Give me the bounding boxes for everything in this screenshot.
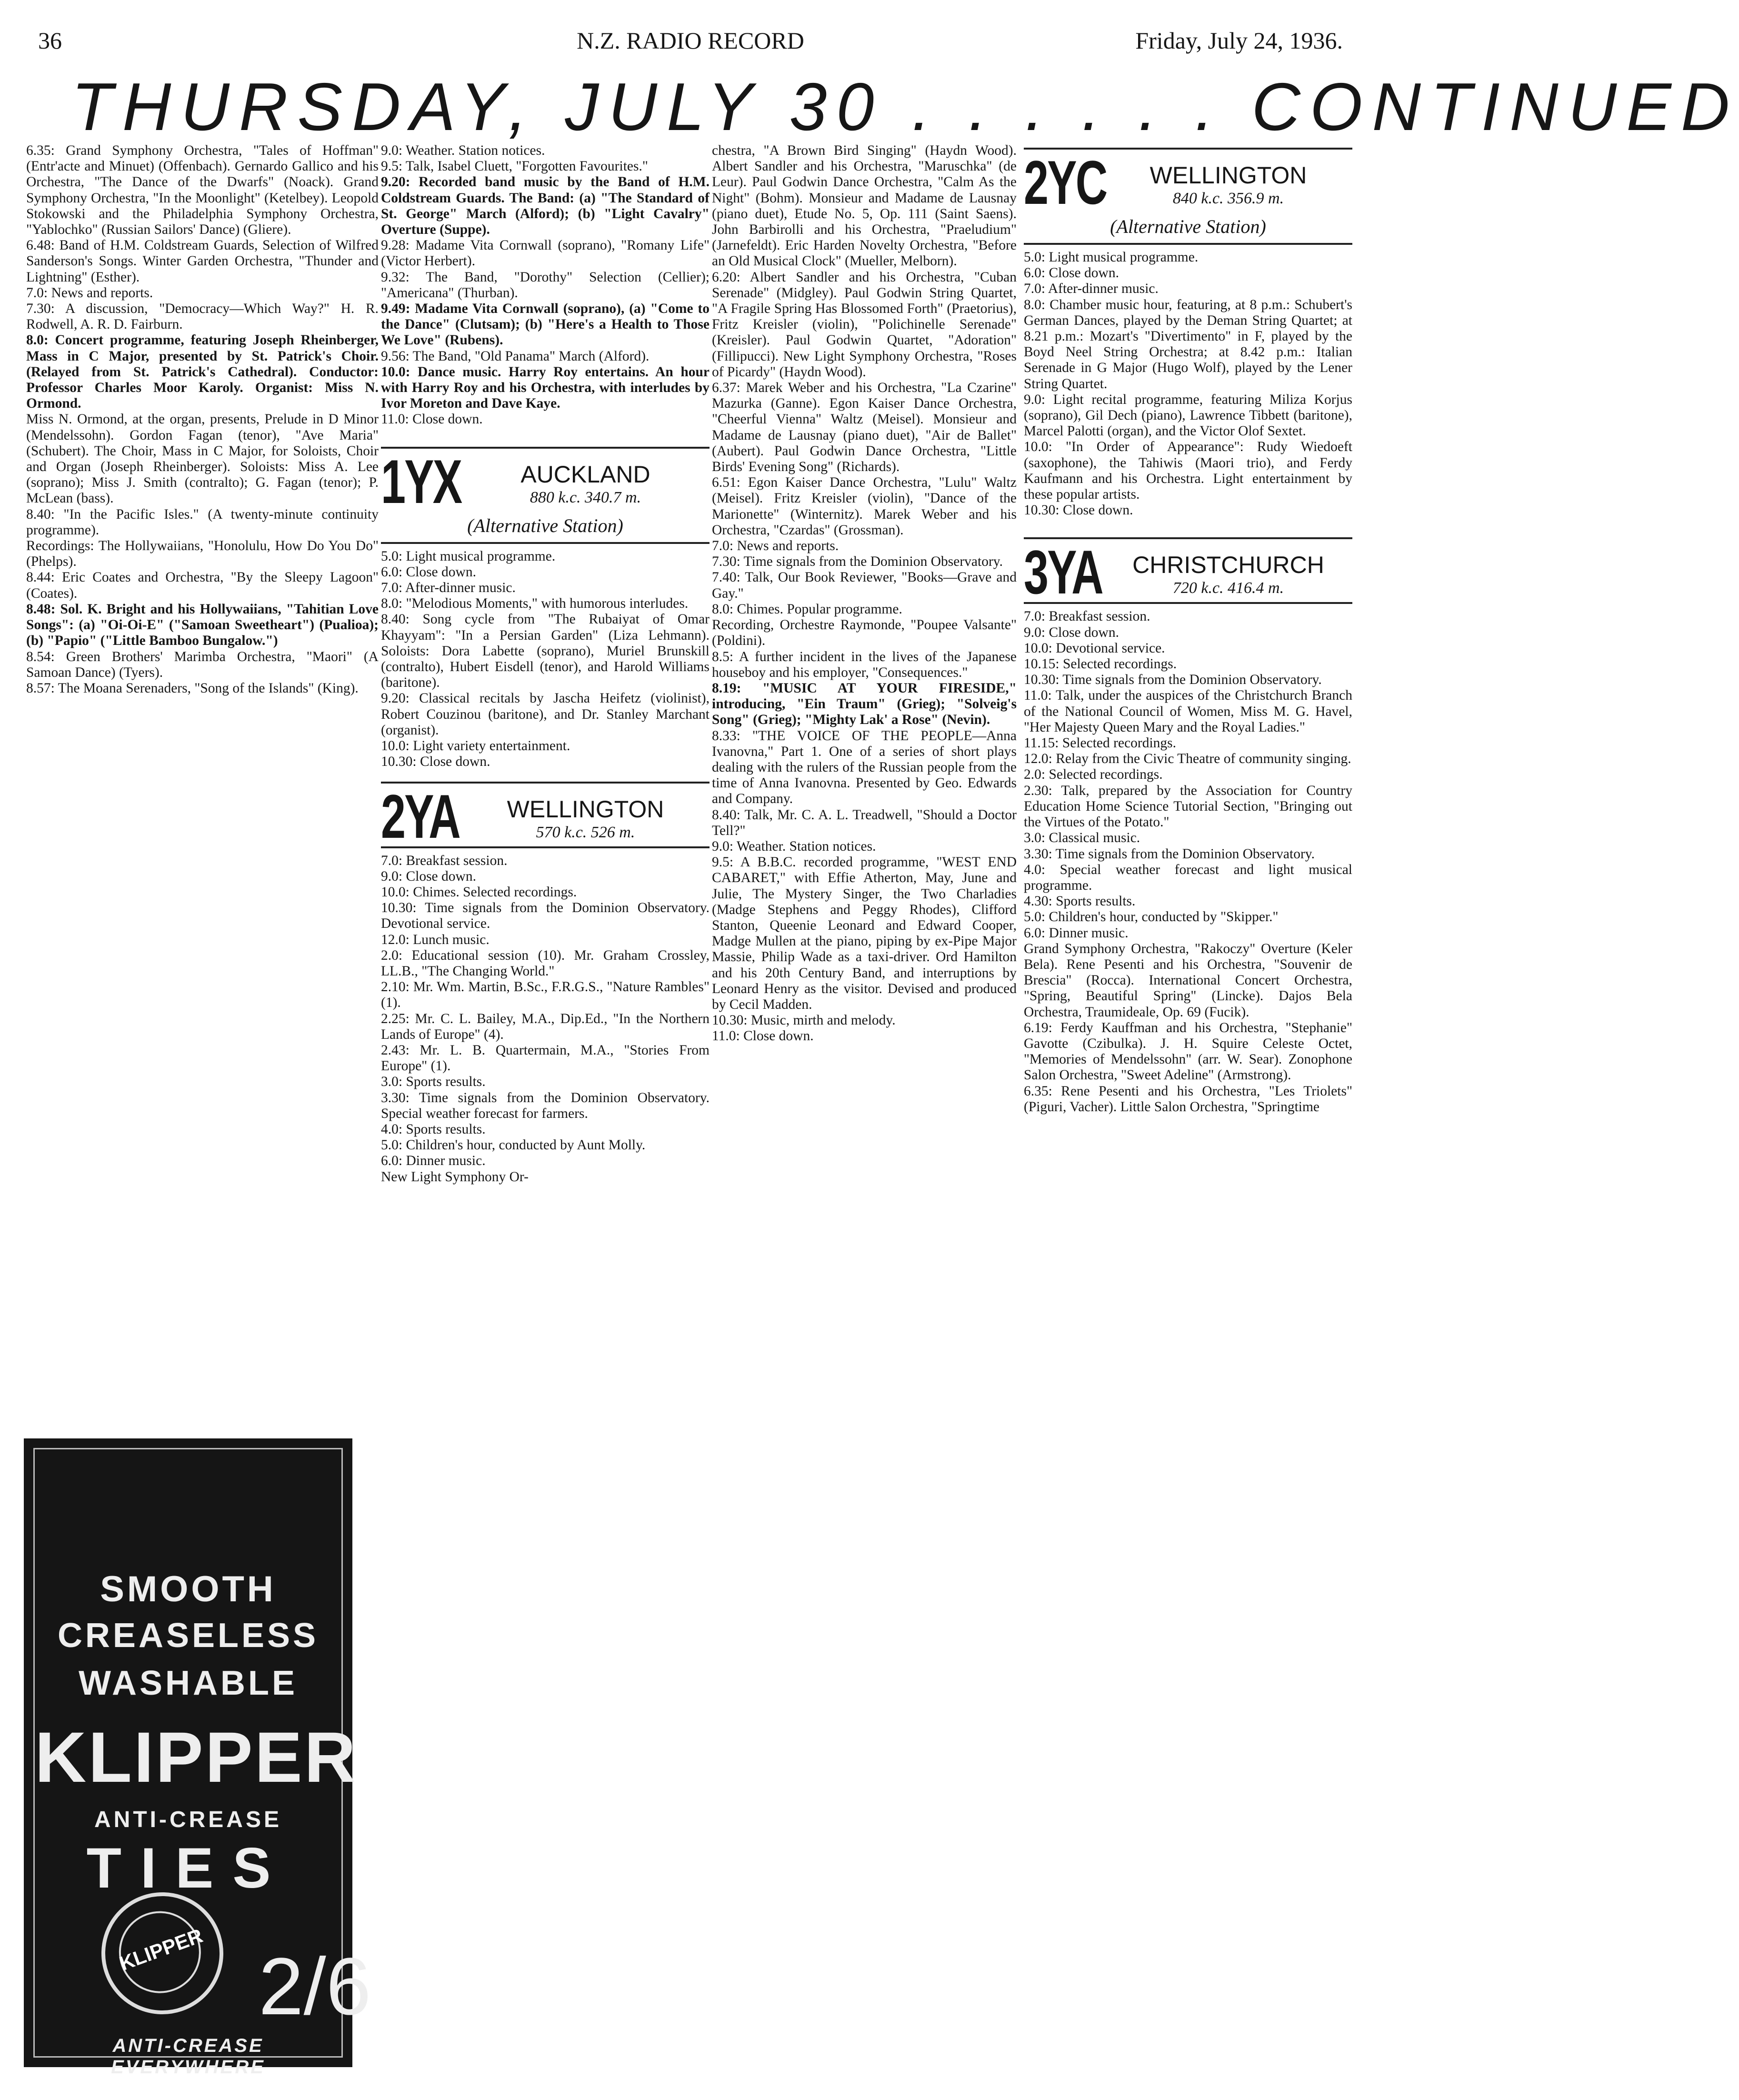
programme-entry: 5.0: Light musical programme. — [1024, 250, 1199, 265]
publication-name: N.Z. RADIO RECORD — [577, 27, 804, 54]
programme-entry: 11.15: Selected recordings. — [1024, 735, 1177, 751]
programme-entry: 2.30: Talk, prepared by the Association for Country Education Home Science Tutorial Section, "Bringing out the Virtues of the Potato." — [1024, 783, 1352, 830]
programme-entry: 5.0: Children's hour, conducted by Aunt Molly. — [381, 1137, 646, 1153]
programme-entry: 11.0: Close down. — [381, 412, 483, 427]
station-city: CHRISTCHURCH — [1132, 552, 1324, 579]
programme-entry: 4.0: Special weather forecast and light musical programme. — [1024, 862, 1352, 893]
ad-line-washable: WASHABLE — [79, 1664, 298, 1702]
column-2 — [381, 143, 710, 2077]
programme-entry: 3.30: Time signals from the Dominion Observatory. Special weather forecast for farmers. — [381, 1090, 710, 1121]
programme-entry: 9.0: Close down. — [381, 868, 476, 884]
station-banner-top — [1024, 148, 1352, 217]
programme-entry: 6.37: Marek Weber and his Orchestra, "La Czarine" Mazurka (Ganne). Egon Kaiser Dance Orchestra, "Cheerful Vienna" Waltz (Meisel). Monsieur and Madame de Lausnay (piano duet), "Air de Ballet" (Aubert). Paul Godwin Dance Orchestra, "Little Birds' Evening Song" (Richards). — [712, 380, 1017, 475]
programme-entry: 6.0: Dinner music. — [381, 1153, 486, 1169]
column-4-listings-3ya — [1024, 609, 1352, 1115]
programme-entry: 2.10: Mr. Wm. Martin, B.Sc., F.R.G.S., "Nature Rambles" (1). — [381, 979, 710, 1011]
station-info — [1098, 552, 1352, 598]
ad-line-ties: TIES — [86, 1836, 290, 1900]
column-3-listings — [712, 143, 1017, 1045]
programme-entry: 7.0: After-dinner music. — [381, 580, 516, 596]
programme-entry: 9.56: The Band, "Old Panama" March (Alford). — [381, 348, 650, 364]
station-banner-3ya — [1024, 537, 1352, 607]
programme-entry: chestra, "A Brown Bird Singing" (Haydn Wood). Albert Sandler and his Orchestra, "Maruschka" (de Leur). Paul Godwin Dance Orchestra, "Calm As the Night" (Bohm). Monsieur and Madame de Lausnay (piano duet), Etude No. 5, Op. 111 (Saint Saens). John Barbirolli and his Orchestra, "Praeludium" (Jarnefeldt). Eric Harden Novelty Orchestra, "Before an Old Musical Clock" (Mueller, Melborn). — [712, 143, 1017, 269]
station-banner-1yx — [381, 447, 710, 544]
programme-entry: 5.0: Light musical programme. — [381, 548, 556, 564]
programme-entry: 11.0: Close down. — [712, 1028, 814, 1044]
column-1-listings — [26, 143, 379, 696]
station-alternative-label: (Alternative Station) — [1110, 216, 1266, 237]
station-frequency: 720 k.c. 416.4 m. — [1172, 579, 1284, 597]
programme-entry: 9.49: Madame Vita Cornwall (soprano), (a) "Come to the Dance" (Clutsam); (b) "Here's a Health to Those We Love" (Rubens). — [381, 301, 710, 348]
programme-entry: 7.0: After-dinner music. — [1024, 281, 1159, 297]
ad-line-creaseless: CREASELESS — [57, 1617, 319, 1655]
station-banner-2yc — [1024, 148, 1352, 245]
issue-date: Friday, July 24, 1936. — [1135, 27, 1343, 54]
station-info — [455, 796, 710, 843]
programme-entry: 3.0: Sports results. — [381, 1074, 486, 1090]
programme-entry: 8.44: Eric Coates and Orchestra, "By the Sleepy Lagoon" (Coates). — [26, 570, 379, 601]
programme-entry: 12.0: Lunch music. — [381, 932, 490, 947]
station-alternative-label: (Alternative Station) — [467, 514, 623, 536]
programme-entry: 5.0: Children's hour, conducted by "Skipper." — [1024, 909, 1279, 925]
column-2-listings-1yx — [381, 549, 710, 770]
column-2-listings-top — [381, 143, 710, 428]
column-3 — [712, 143, 1017, 2077]
station-info — [1098, 162, 1352, 209]
programme-entry: 8.40: Song cycle from "The Rubaiyat of Omar Khayyam": "In a Persian Garden" (Liza Lehmann). Soloists: Dora Labette (soprano), Muriel Brunskill (contralto), Hubert Eisdell (tenor), and Harold Williams (baritone). — [381, 612, 710, 691]
programme-entry: 8.57: The Moana Serenaders, "Song of the Islands" (King). — [26, 680, 359, 696]
programme-entry: 10.0: "In Order of Appearance": Rudy Wiedoeft (saxophone), the Tahiwis (Maori trio), and Ferdy Kaufmann and his Orchestra. Light entertainment by these popular artists. — [1024, 439, 1352, 502]
programme-entry: 8.0: Chimes. Popular programme. — [712, 601, 902, 617]
station-frequency: 840 k.c. 356.9 m. — [1172, 190, 1284, 207]
ad-line-smooth: SMOOTH — [100, 1569, 276, 1609]
programme-entry: Miss N. Ormond, at the organ, presents, Prelude in D Minor (Mendelssohn). Gordon Fagan (tenor), "Ave Maria" (Schubert). The Choir, Mass in C Major, for Soloists, Choir and Organ (Joseph Rheinberger). Soloists: Miss A. Lee (soprano); Miss J. Smith (contralto); G. Fagan (tenor); P. McLean (bass). — [26, 412, 379, 506]
programme-entry: Recordings: The Hollywaiians, "Honolulu, How Do You Do" (Phelps). — [26, 538, 379, 570]
programme-entry: 7.40: Talk, Our Book Reviewer, "Books—Grave and Gay." — [712, 570, 1017, 601]
programme-entry: 9.5: Talk, Isabel Cluett, "Forgotten Favourites." — [381, 159, 648, 174]
programme-entry: 7.0: News and reports. — [712, 538, 839, 554]
station-city: WELLINGTON — [1149, 162, 1307, 189]
programme-entry: 9.0: Weather. Station notices. — [712, 838, 876, 854]
programme-entry: 6.20: Albert Sandler and his Orchestra, "Cuban Serenade" (Midgley). Paul Godwin String Quartet, "A Fragile Spring Has Blossomed Forth" (Praetorius), Fritz Kreisler (violin), "Polichinelle Serenade" (Kreisler). Paul Godwin Quartet, "Adoration" (Fillipucci). New Light Symphony Orchestra, "Roses of Picardy" (Haydn Wood). — [712, 269, 1017, 380]
programme-entry: 9.0: Weather. Station notices. — [381, 143, 545, 158]
programme-entry: 4.30: Sports results. — [1024, 894, 1136, 909]
programme-entry: 10.30: Time signals from the Dominion Observatory. Devotional service. — [381, 900, 710, 932]
column-4 — [1024, 143, 1352, 2077]
ad-price: 2/6 — [259, 1941, 371, 2032]
programme-entry: 7.0: Breakfast session. — [381, 853, 508, 868]
programme-entry: 8.0: Concert programme, featuring Joseph Rheinberger, Mass in C Major, presented by St. Patrick's Choir. (Relayed from St. Patrick's Cathedral). Conductor: Professor Charles Moor Karoly. Organist: Miss N. Ormond. — [26, 332, 379, 412]
station-info — [455, 461, 710, 508]
programme-entry: 8.33: "THE VOICE OF THE PEOPLE—Anna Ivanovna," Part 1. One of a series of short plays dealing with the rulers of the Russian people from the time of Anna Ivanovna. Presented by Geo. Edwards and Company. — [712, 728, 1017, 807]
ad-tagline: ANTI-CREASE EVERYWHERE — [111, 2035, 265, 2078]
programme-entry: 10.30: Close down. — [381, 754, 490, 770]
programme-entry: 8.48: Sol. K. Bright and his Hollywaiians, "Tahitian Love Songs": (a) "Oi-Oi-E" ("Samoan Sweetheart") (Pualioa); (b) "Papio" ("Little Bamboo Bungalow.") — [26, 601, 379, 649]
programme-entry: 2.25: Mr. C. L. Bailey, M.A., Dip.Ed., "In the Northern Lands of Europe" (4). — [381, 1011, 710, 1042]
programme-entry: Grand Symphony Orchestra, "Rakoczy" Overture (Keler Bela). Rene Pesenti and his Orchestra, "Souvenir de Brescia" (Rocca). International Concert Orchestra, "Spring, Beautiful Spring" (Lincke). Dajos Bela Orchestra, Traumideale, Op. 69 (Fucik). — [1024, 941, 1352, 1020]
column-4-listings-2yc — [1024, 250, 1352, 518]
programme-entry: 6.0: Close down. — [381, 564, 476, 580]
programme-entry: Recording, Orchestre Raymonde, "Poupee Valsante" (Poldini). — [712, 617, 1017, 649]
programme-entry: 10.30: Close down. — [1024, 502, 1133, 518]
programme-entry: 8.0: Chamber music hour, featuring, at 8 p.m.: Schubert's German Dances, played by the Deman String Quartet; at 8.21 p.m.: Mozart's "Divertimento" in F, played by the Boyd Neel String Orchestra; at 8.42 p.m.: Italian Serenade in G Major (Hugo Wolf), played by the Lener String Quartet. — [1024, 297, 1352, 392]
programme-entry: 9.0: Light recital programme, featuring Miliza Korjus (soprano), Gil Dech (piano), Lawrence Tibbett (baritone), Marcel Palotti (organ), and the Victor Olof Sextet. — [1024, 392, 1352, 439]
station-banner-top — [381, 781, 710, 851]
programme-entry: 6.51: Egon Kaiser Dance Orchestra, "Lulu" Waltz (Meisel). Fritz Kreisler (violin), "Dance of the Marionette" (Winternitz). Marek Weber and his Orchestra, "Czardas" (Grossman). — [712, 475, 1017, 538]
station-callsign: 1YX — [381, 446, 461, 516]
programme-entry: 8.5: A further incident in the lives of the Japanese houseboy and his employer, "Consequences." — [712, 649, 1017, 680]
page-title: THURSDAY, JULY 30 . . . . . . CONTINUED — [71, 69, 1739, 145]
programme-entry: 6.48: Band of H.M. Coldstream Guards, Selection of Wilfred Sanderson's Songs. Winter Garden Orchestra, "Thunder and Lightning" (Esther). — [26, 238, 379, 285]
programme-entry: 8.0: "Melodious Moments," with humorous interludes. — [381, 596, 689, 612]
station-frequency: 570 k.c. 526 m. — [536, 823, 635, 841]
programme-entry: 11.0: Talk, under the auspices of the Christchurch Branch of the National Council of Women, Miss M. G. Havel, "Her Majesty Queen Mary and the Royal Ladies." — [1024, 688, 1352, 735]
station-banner-top — [381, 446, 710, 516]
station-banner-top — [1024, 537, 1352, 607]
station-callsign: 3YA — [1024, 537, 1102, 607]
programme-entry: 10.0: Chimes. Selected recordings. — [381, 884, 577, 900]
programme-entry: New Light Symphony Or- — [381, 1169, 529, 1185]
programme-entry: 2.0: Educational session (10). Mr. Graham Crossley, LL.B., "The Changing World." — [381, 947, 710, 979]
programme-entry: 10.0: Devotional service. — [1024, 640, 1165, 656]
programme-entry: 6.0: Close down. — [1024, 265, 1119, 281]
programme-entry: 9.20: Classical recitals by Jascha Heifetz (violinist), Robert Couzinou (baritone), and Dr. Stanley Marchant (organist). — [381, 691, 710, 738]
programme-entry: 12.0: Relay from the Civic Theatre of community singing. — [1024, 751, 1351, 767]
programme-entry: 9.5: A B.B.C. recorded programme, "WEST END CABARET," with Effie Atherton, May, June and Julie, The Mystery Singer, the Two Charladies (Madge Stephens and Peggy Rhodes), Clifford Stanton, Queenie Leonard and Edward Cooper, Madge Mullen at the piano, piping by ex-Pipe Major Massie, Philip Wade as a taxi-driver. Ord Hamilton and his 20th Century Band, and interruptions by Leonard Henry as the visitor. Devised and produced by Cecil Madden. — [712, 854, 1017, 1012]
programme-entry: 3.30: Time signals from the Dominion Observatory. — [1024, 846, 1315, 862]
column-1 — [26, 143, 379, 1429]
station-city: AUCKLAND — [520, 461, 650, 488]
programme-entry: 3.0: Classical music. — [1024, 830, 1140, 846]
programme-entry: 8.40: "In the Pacific Isles." (A twenty-minute continuity programme). — [26, 506, 379, 538]
programme-entry: 10.30: Music, mirth and melody. — [712, 1013, 896, 1028]
station-city: WELLINGTON — [507, 795, 664, 823]
station-callsign: 2YA — [381, 781, 460, 851]
programme-entry: 6.35: Rene Pesenti and his Orchestra, "Les Triolets" (Piguri, Vacher). Little Salon Orchestra, "Springtime — [1024, 1083, 1352, 1115]
programme-entry: 8.40: Talk, Mr. C. A. L. Treadwell, "Should a Doctor Tell?" — [712, 807, 1017, 838]
programme-entry: 6.19: Ferdy Kauffman and his Orchestra, "Stephanie" Gavotte (Czibulka). J. H. Squire Celeste Octet, "Memories of Mendelssohn" (arr. W. Sear). Zonophone Salon Orchestra, "Sweet Adeline" (Armstrong). — [1024, 1020, 1352, 1083]
programme-entry: 2.43: Mr. L. B. Quartermain, M.A., "Stories From Europe" (1). — [381, 1042, 710, 1074]
ad-frame — [33, 1448, 371, 2078]
station-callsign: 2YC — [1024, 148, 1107, 217]
klipper-ties-advertisement — [24, 1438, 371, 2078]
programme-entry: 8.54: Green Brothers' Marimba Orchestra, "Maori" (A Samoan Dance) (Tyers). — [26, 649, 379, 680]
station-frequency: 880 k.c. 340.7 m. — [530, 488, 641, 506]
programme-entry: 2.0: Selected recordings. — [1024, 767, 1163, 783]
programme-entry: 10.15: Selected recordings. — [1024, 656, 1177, 672]
programme-entry: 10.0: Light variety entertainment. — [381, 738, 570, 754]
programme-entry: 8.19: "MUSIC AT YOUR FIRESIDE," introducing, "Ein Traum" (Grieg); "Solveig's Song" (Grieg); "Mighty Lak' a Rose" (Nevin). — [712, 680, 1017, 728]
programme-entry: 4.0: Sports results. — [381, 1121, 486, 1137]
programme-entry: 9.0: Close down. — [1024, 624, 1119, 640]
programme-entry: 7.30: Time signals from the Dominion Observatory. — [712, 554, 1003, 570]
column-2-listings-2ya — [381, 853, 710, 1185]
programme-entry: 9.20: Recorded band music by the Band of H.M. Coldstream Guards. The Band: (a) "The Standard of St. George" March (Alford); (b) "Light Cavalry" Overture (Suppe). — [381, 174, 710, 238]
station-banner-2ya — [381, 781, 710, 851]
programme-entry: 6.35: Grand Symphony Orchestra, "Tales of Hoffman" (Entr'acte and Minuet) (Offenbach). Gernardo Gallico and his Orchestra, "The Dance of the Dwarfs" (Noack). Grand Symphony Orchestra, "In the Moonlight" (Ketelbey). Leopold Stokowski and the Philadelphia Symphony Orchestra, "Yablochko" (Russian Sailors' Dance) (Gliere). — [26, 143, 379, 238]
programme-entry: 6.0: Dinner music. — [1024, 925, 1129, 941]
programme-entry: 10.0: Dance music. Harry Roy entertains. An hour with Harry Roy and his Orchestra, with interludes by Ivor Moreton and Dave Kaye. — [381, 364, 710, 412]
page-number: 36 — [38, 27, 62, 54]
programme-entry: 7.0: Breakfast session. — [1024, 609, 1150, 624]
programme-entry: 10.30: Time signals from the Dominion Observatory. — [1024, 672, 1322, 688]
programme-entry: 7.30: A discussion, "Democracy—Which Way?" H. R. Rodwell, A. R. D. Fairburn. — [26, 301, 379, 332]
ad-line-anticrease: ANTI-CREASE — [94, 1807, 282, 1832]
programme-entry: 7.0: News and reports. — [26, 285, 153, 301]
ad-brand: KLIPPER — [35, 1717, 358, 1797]
programme-entry: 9.32: The Band, "Dorothy" Selection (Cellier); "Americana" (Thurban). — [381, 269, 710, 301]
seal-text: KLIPPER — [116, 1924, 206, 1975]
programme-entry: 9.28: Madame Vita Cornwall (soprano), "Romany Life" (Victor Herbert). — [381, 238, 710, 269]
